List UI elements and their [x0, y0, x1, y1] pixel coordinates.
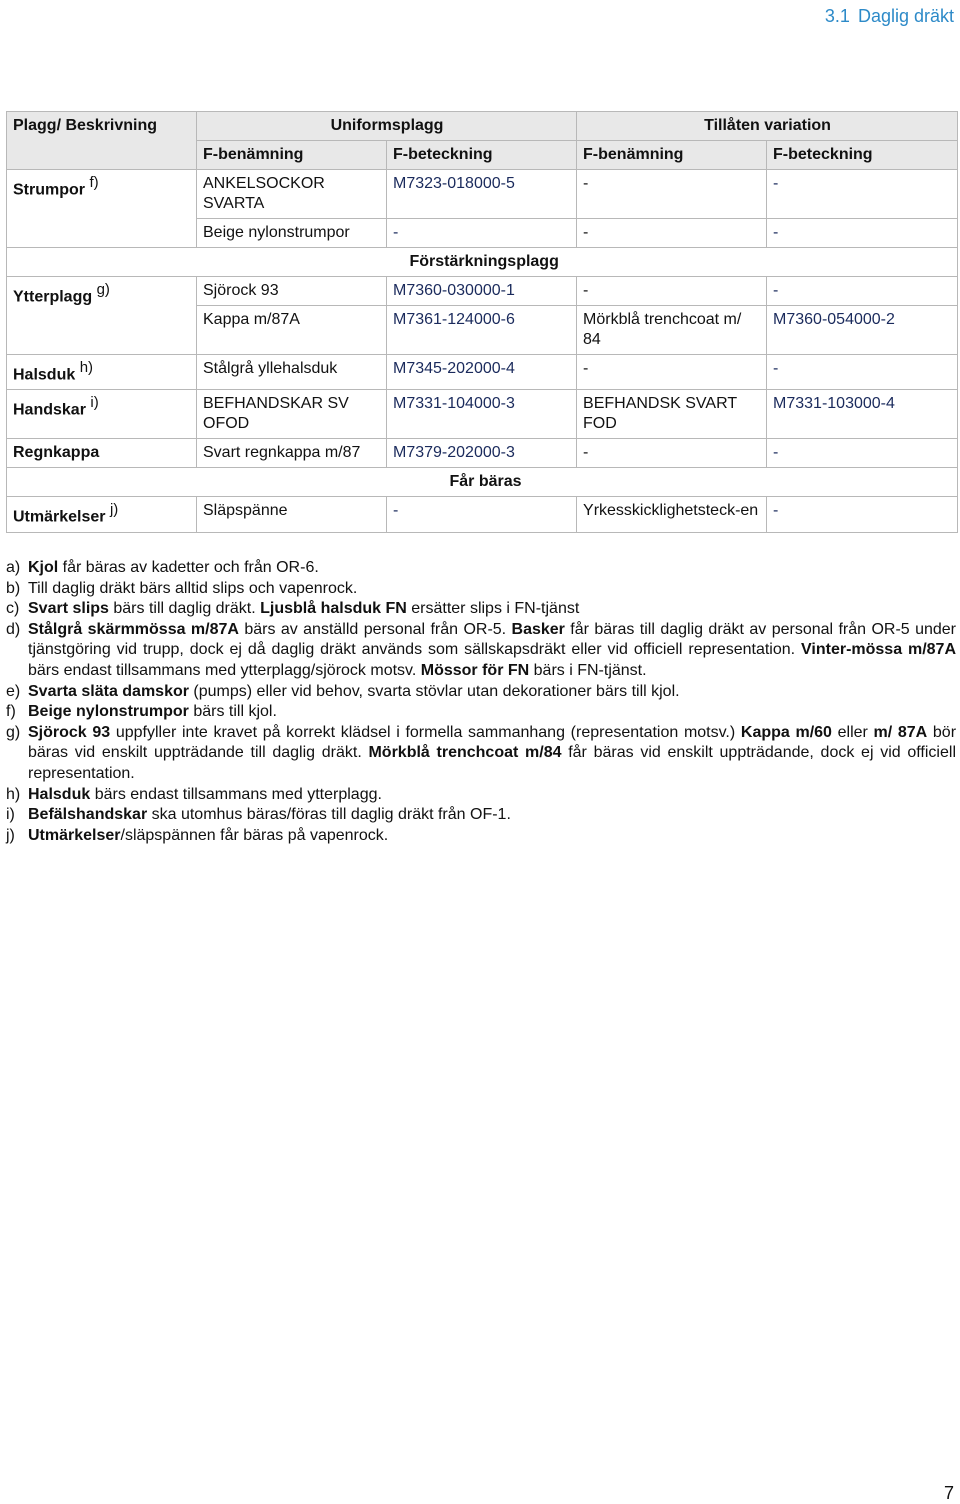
footnote-text-run: ska utomhus bäras/föras till daglig dräkt från OF-1.: [147, 806, 511, 824]
footnote-item: [6, 826, 956, 847]
table-cell: M7323-018000-5: [387, 170, 577, 219]
footnote-text: [28, 805, 956, 826]
table-cell: M7361-124000-6: [387, 306, 577, 355]
footnote-key: f): [6, 703, 16, 721]
table-header-row: [7, 112, 958, 141]
footnote-item: [6, 682, 956, 703]
table-cell: BEFHANDSK SVART FOD: [577, 390, 767, 439]
footnote-emphasis: Basker: [511, 620, 565, 638]
table-cell: -: [767, 439, 958, 468]
row-label-text: Strumpor: [13, 181, 85, 199]
footnote-key: d): [6, 620, 21, 638]
footnote-text: [28, 785, 956, 806]
footnote-text: [28, 723, 956, 785]
section-spacer-cell: [7, 468, 197, 497]
footnote-emphasis: Befälshandskar: [28, 806, 148, 824]
table-row: [7, 355, 958, 390]
footnote-key: h): [6, 785, 21, 803]
footnote-item: [6, 558, 956, 579]
table-cell: Yrkesskicklighetsteck-en: [577, 497, 767, 532]
footnote-text-run: får bäras till daglig dräkt av personal från OR-5 under tjänstgöring vid trupp, dock ej då daglig dräkt används som sällskapsdräkt eller vid officiell representation.: [28, 620, 957, 659]
table-cell: -: [577, 277, 767, 306]
table-cell: M7360-054000-2: [767, 306, 958, 355]
table-cell: Stålgrå yllehalsduk: [197, 355, 387, 390]
footnote-item: [6, 702, 956, 723]
footnote-key: i): [6, 806, 15, 824]
footnote-emphasis: Ljusblå halsduk FN: [260, 600, 407, 618]
footnote-text-run: Till daglig dräkt bärs alltid slips och vapenrock.: [28, 579, 358, 597]
chapter-number: 3.1: [824, 6, 850, 26]
table-cell: M7345-202000-4: [387, 355, 577, 390]
footnote-emphasis: Stålgrå skärmmössa m/87A: [28, 620, 239, 638]
footnote-emphasis: Vinter-mössa m/87A: [801, 641, 957, 659]
footnote-text-run: bärs av anställd personal från OR-5.: [238, 620, 512, 638]
table-cell: M7331-104000-3: [387, 390, 577, 439]
row-label-text: Utmärkelser: [13, 508, 106, 526]
table-cell: -: [767, 277, 958, 306]
footnote-ref: i): [90, 394, 99, 412]
row-label: [7, 439, 197, 468]
table-cell: -: [387, 497, 577, 532]
footnote-item: [6, 785, 956, 806]
table-cell: -: [577, 439, 767, 468]
table-section-row: [7, 248, 958, 277]
footnote-text-run: uppfyller inte kravet på korrekt klädsel i formella sammanhang (representation motsv.): [110, 723, 741, 741]
footnote-ref: g): [96, 281, 110, 298]
table-cell: M7331-103000-4: [767, 390, 958, 439]
footnote-key: j): [6, 826, 15, 844]
table-cell: -: [767, 219, 958, 248]
header-uniformsplagg: Uniformsplagg: [197, 112, 577, 141]
footnote-emphasis: Kjol: [28, 559, 59, 576]
footnote-item: [6, 599, 956, 620]
footnote-emphasis: Halsduk: [28, 785, 91, 803]
section-spacer-cell: [7, 248, 197, 277]
footnote-key: c): [6, 600, 20, 618]
subheader-f-beteckning-variation: F-beteckning: [767, 141, 958, 170]
footnote-text-run: bärs till kjol.: [188, 703, 277, 721]
row-label: [7, 497, 197, 532]
row-label: [7, 390, 197, 439]
footnote-emphasis: Svart slips: [28, 600, 109, 618]
header-plagg: Plagg/ Beskrivning: [7, 112, 197, 170]
footnote-text-run: bärs i FN-tjänst.: [529, 661, 647, 679]
footnote-text-run: bärs till daglig dräkt.: [108, 600, 261, 618]
footnote-key: g): [6, 723, 21, 741]
footnote-text-run: får bäras av kadetter och från OR-6.: [58, 559, 319, 576]
footnote-text-run: ersätter slips i FN-tjänst: [406, 600, 580, 618]
footnote-ref: f): [89, 174, 99, 191]
footnote-ref: h): [79, 359, 94, 376]
footnote-text-run: bör bäras vid enskilt uppträdande till daglig dräkt.: [28, 723, 957, 762]
footnote-emphasis: Svarta släta damskor: [28, 682, 189, 700]
footnote-item: [6, 620, 956, 682]
table-row: [7, 497, 958, 532]
header-tillaten-variation: Tillåten variation: [577, 112, 958, 141]
row-label-text: Regnkappa: [13, 444, 100, 462]
table-row: [7, 277, 958, 306]
footnote-text: [28, 682, 956, 703]
footnote-text: [28, 579, 956, 600]
footnote-item: [6, 723, 956, 785]
section-label: Får bäras: [197, 468, 958, 497]
footnote-emphasis: Utmärkelser: [28, 826, 121, 844]
table-cell: ANKELSOCKOR SVARTA: [197, 170, 387, 219]
footnote-emphasis: Kappa m/60: [740, 723, 832, 741]
footnotes: [6, 558, 956, 846]
table-cell: Kappa m/87A: [197, 306, 387, 355]
footnote-text: [28, 599, 956, 620]
footnote-text-run: bärs endast tillsammans med ytterplagg.: [90, 785, 382, 803]
footnote-ref: j): [109, 501, 119, 519]
page-number: 7: [943, 1483, 954, 1503]
footnote-text: [28, 702, 956, 723]
table-section-row: [7, 468, 958, 497]
table-cell: Mörkblå trenchcoat m/ 84: [577, 306, 767, 355]
table-cell: -: [767, 170, 958, 219]
table-cell: Beige nylonstrumpor: [197, 219, 387, 248]
chapter-heading: [817, 6, 954, 27]
footnote-emphasis: m/ 87A: [873, 723, 928, 741]
footnote-key: e): [6, 682, 21, 700]
footnote-text-run: bärs endast tillsammans med ytterplagg/sjörock motsv.: [28, 661, 421, 679]
table-cell: -: [577, 219, 767, 248]
footnote-text-run: får bäras vid enskilt uppträdande, dock ej vid officiell representation.: [28, 744, 956, 782]
subheader-f-benamning-variation: F-benämning: [577, 141, 767, 170]
footnote-key: b): [6, 579, 21, 597]
row-label-text: Ytterplagg: [13, 288, 93, 306]
footnote-text: [28, 826, 956, 847]
table-row: [7, 439, 958, 468]
table-cell: -: [387, 219, 577, 248]
table-cell: M7360-030000-1: [387, 277, 577, 306]
footnote-text-run: eller: [831, 723, 874, 741]
footnote-text: [28, 620, 956, 682]
section-label: Förstärkningsplagg: [197, 248, 958, 277]
footnote-emphasis: Mössor för FN: [420, 661, 530, 679]
footnote-key: a): [6, 559, 21, 576]
row-label: [7, 355, 197, 390]
table-row: [7, 170, 958, 219]
footnote-emphasis: Sjörock 93: [28, 723, 111, 741]
row-label-text: Halsduk: [13, 366, 76, 384]
footnote-text-run: (pumps) eller vid behov, svarta stövlar utan dekorationer bärs till kjol.: [188, 682, 680, 700]
subheader-f-beteckning: F-beteckning: [387, 141, 577, 170]
table-cell: -: [577, 170, 767, 219]
table-cell: M7379-202000-3: [387, 439, 577, 468]
table-cell: -: [767, 355, 958, 390]
table-row: [7, 390, 958, 439]
table-cell: -: [767, 497, 958, 532]
footnote-item: [6, 805, 956, 826]
footnote-text-run: /släpspännen får bäras på vapenrock.: [120, 826, 389, 844]
footnote-text: [28, 558, 956, 579]
table-cell: BEFHANDSKAR SV OFOD: [197, 390, 387, 439]
table-cell: Släpspänne: [197, 497, 387, 532]
table-cell: Svart regnkappa m/87: [197, 439, 387, 468]
table-cell: -: [577, 355, 767, 390]
row-label: [7, 170, 197, 248]
footnote-emphasis: Mörkblå trenchcoat m/84: [368, 744, 562, 762]
table-cell: Sjörock 93: [197, 277, 387, 306]
chapter-title: Daglig dräkt: [857, 6, 954, 26]
footnote-item: [6, 579, 956, 600]
uniform-table: [6, 111, 958, 533]
row-label-text: Handskar: [13, 401, 86, 419]
row-label: [7, 277, 197, 355]
subheader-f-benamning: F-benämning: [197, 141, 387, 170]
footnote-emphasis: Beige nylonstrumpor: [28, 703, 189, 721]
